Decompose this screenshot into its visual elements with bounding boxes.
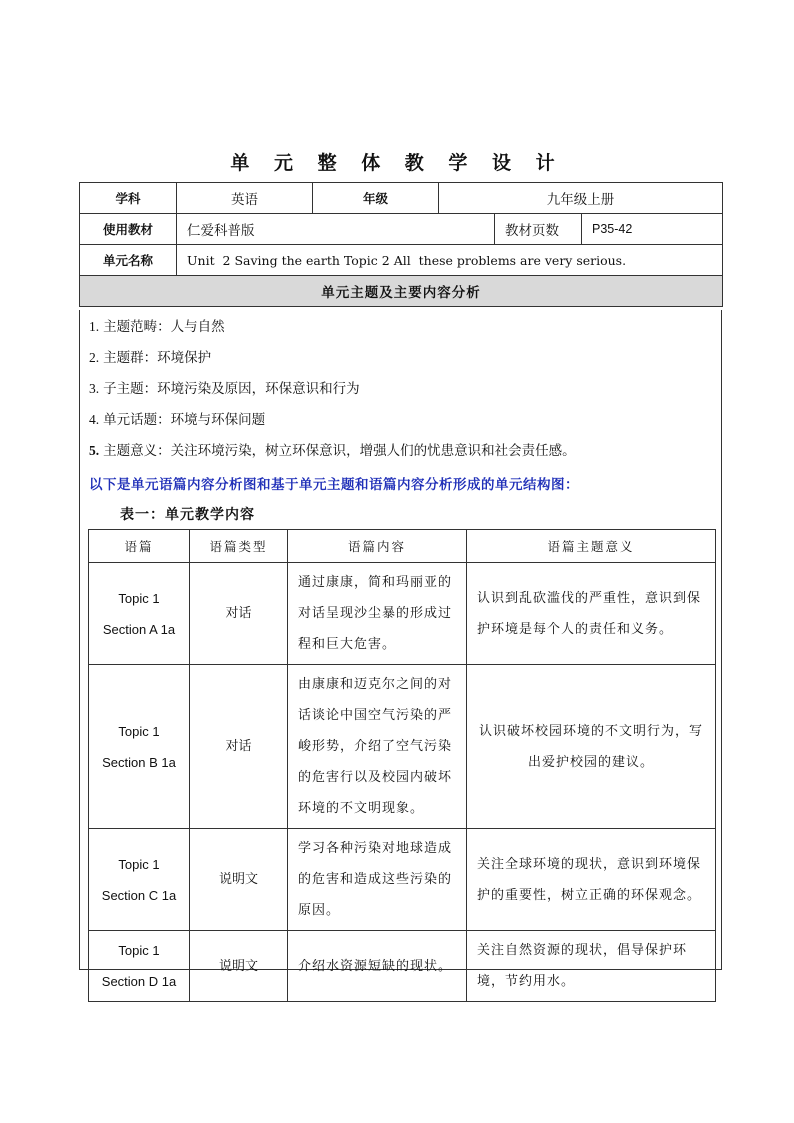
passage-type: 对话 bbox=[190, 665, 288, 829]
grade-value: 九年级上册 bbox=[439, 183, 723, 214]
passage-topic: Topic 1 bbox=[118, 943, 160, 958]
table-row bbox=[89, 931, 716, 1002]
teaching-content-table bbox=[88, 529, 716, 1002]
passage-meaning: 关注全球环境的现状，意识到环境保护的重要性，树立正确的环保观念。 bbox=[467, 829, 716, 931]
section-header: 单元主题及主要内容分析 bbox=[80, 276, 723, 307]
header-passage: 语篇 bbox=[89, 530, 190, 563]
header-content: 语篇内容 bbox=[288, 530, 467, 563]
subject-label: 学科 bbox=[80, 183, 177, 214]
unit-value: Unit 2 Saving the earth Topic 2 All these problems are very serious. bbox=[177, 245, 723, 276]
table-row bbox=[89, 665, 716, 829]
list-item: 2. 主题群：环境保护 bbox=[89, 350, 212, 366]
list-item: 4. 单元话题：环境与环保问题 bbox=[89, 412, 266, 428]
passage-section: Section D 1a bbox=[101, 974, 177, 989]
grade-label: 年级 bbox=[313, 183, 439, 214]
passage-section: Section C 1a bbox=[101, 887, 177, 903]
pages-value: P35-42 bbox=[582, 214, 723, 245]
textbook-label: 使用教材 bbox=[80, 214, 177, 245]
passage-section: Section B 1a bbox=[102, 754, 176, 770]
document-title: 单 元 整 体 教 学 设 计 bbox=[230, 152, 564, 174]
passage-type: 说明文 bbox=[190, 931, 288, 1002]
theme-list bbox=[89, 318, 729, 473]
passage-section: Section A 1a bbox=[102, 621, 176, 637]
passage-type: 对话 bbox=[190, 563, 288, 665]
unit-label: 单元名称 bbox=[80, 245, 177, 276]
structure-note: 以下是单元语篇内容分析图和基于单元主题和语篇内容分析形成的单元结构图： bbox=[89, 477, 579, 493]
list-item: 1. 主题范畴：人与自然 bbox=[89, 319, 225, 335]
table-row bbox=[89, 563, 716, 665]
passage-content: 通过康康，简和玛丽亚的对话呈现沙尘暴的形成过程和巨大危害。 bbox=[288, 563, 467, 665]
header-meaning: 语篇主题意义 bbox=[467, 530, 716, 563]
passage-topic: Topic 1 bbox=[118, 723, 160, 739]
passage-meaning: 关注自然资源的现状，倡导保护环境，节约用水。 bbox=[467, 931, 716, 1002]
info-table bbox=[79, 182, 723, 307]
passage-content: 介绍水资源短缺的现状。 bbox=[288, 931, 467, 1002]
passage-content: 由康康和迈克尔之间的对话谈论中国空气污染的严峻形势，介绍了空气污染的危害行以及校园内破坏环境的不文明现象。 bbox=[288, 665, 467, 829]
table-caption: 表一：单元教学内容 bbox=[120, 507, 255, 523]
list-item: 5. 主题意义：关注环境污染，树立环保意识，增强人们的忧患意识和社会责任感。 bbox=[89, 443, 576, 459]
table-row bbox=[89, 829, 716, 931]
header-type: 语篇类型 bbox=[190, 530, 288, 563]
passage-topic: Topic 1 bbox=[118, 590, 160, 606]
passage-type: 说明文 bbox=[190, 829, 288, 931]
passage-meaning: 认识到乱砍滥伐的严重性，意识到保护环境是每个人的责任和义务。 bbox=[467, 563, 716, 665]
list-item: 3. 子主题：环境污染及原因，环保意识和行为 bbox=[89, 381, 360, 397]
passage-topic: Topic 1 bbox=[118, 856, 160, 872]
subject-value: 英语 bbox=[177, 183, 313, 214]
passage-meaning: 认识破坏校园环境的不文明行为，写出爱护校园的建议。 bbox=[467, 665, 716, 829]
passage-content: 学习各种污染对地球造成的危害和造成这些污染的原因。 bbox=[288, 829, 467, 931]
pages-label: 教材页数 bbox=[495, 214, 582, 245]
textbook-value: 仁爱科普版 bbox=[177, 214, 495, 245]
